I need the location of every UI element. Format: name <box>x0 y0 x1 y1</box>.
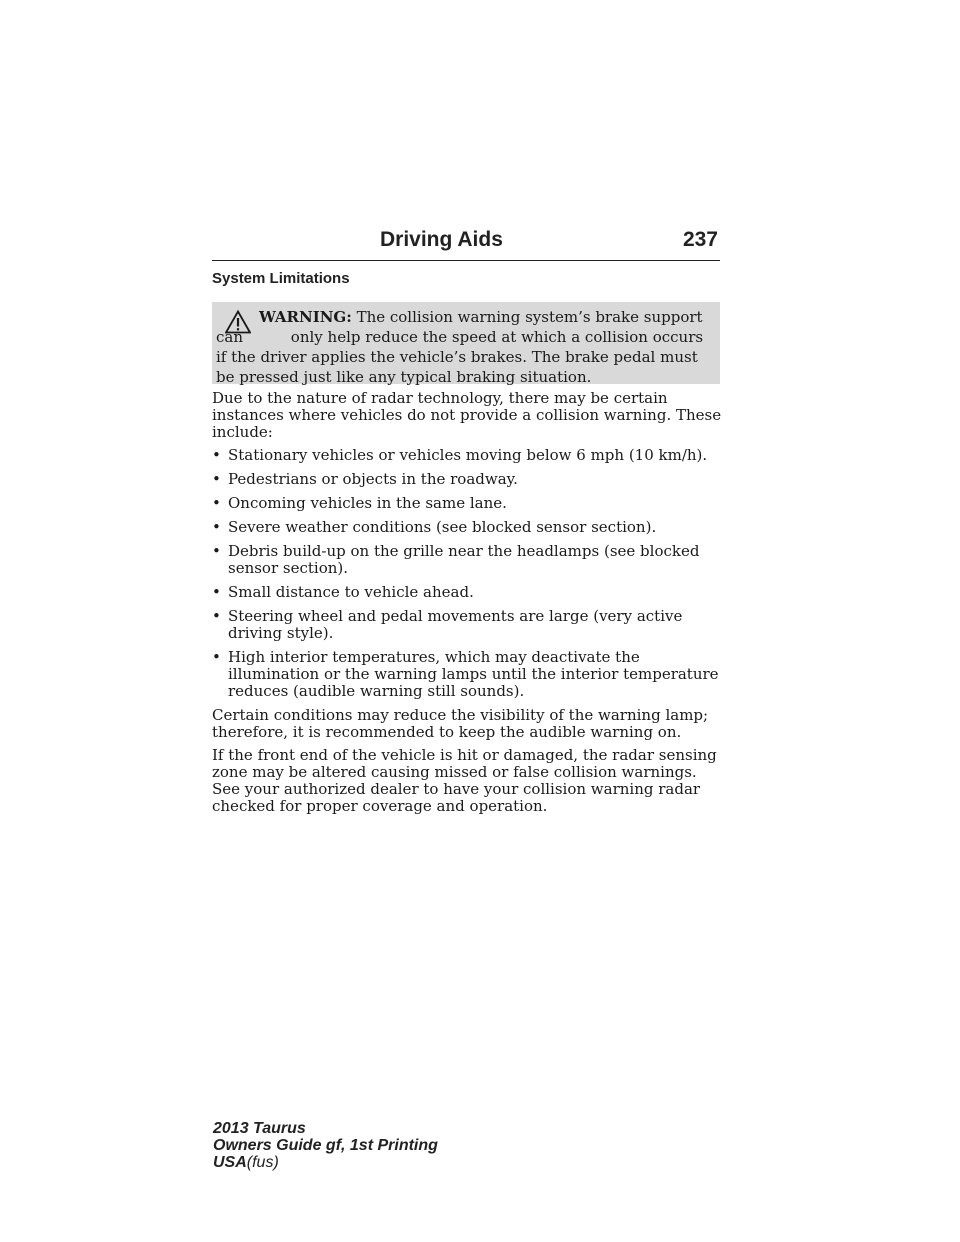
list-item-text: Oncoming vehicles in the same lane. <box>228 494 507 512</box>
footer-guide: Owners Guide gf, 1st Printing <box>213 1137 438 1154</box>
bullet-icon: • <box>212 446 221 464</box>
list-item <box>212 543 724 577</box>
bullet-icon: • <box>212 470 221 488</box>
bullet-icon: • <box>212 648 221 666</box>
list-item-text: Severe weather conditions (see blocked sensor section). <box>228 518 657 536</box>
warning-text-line1: The collision warning system’s brake support can <box>216 308 703 346</box>
footer-model: 2013 Taurus <box>213 1120 306 1137</box>
bullet-icon: • <box>212 607 221 625</box>
bullet-icon: • <box>212 494 221 512</box>
print-footer <box>213 1120 438 1171</box>
body-content <box>212 390 724 821</box>
list-item <box>212 584 724 601</box>
list-item <box>212 519 724 536</box>
footer-region-code: (fus) <box>246 1154 279 1171</box>
section-title: Driving Aids <box>380 228 503 251</box>
visibility-paragraph: Certain conditions may reduce the visibility of the warning lamp; therefore, it is recommended to keep the audible warning on. <box>212 706 709 741</box>
page-number: 237 <box>682 228 718 251</box>
section-heading: System Limitations <box>212 270 350 287</box>
list-item-text: Debris build-up on the grille near the headlamps (see blocked sensor section). <box>228 542 700 577</box>
list-item-text: High interior temperatures, which may deactivate the illumination or the warning lamps until the interior temperature reduces (audible warning still sounds). <box>228 648 719 700</box>
warning-box <box>212 302 720 384</box>
bullet-icon: • <box>212 583 221 601</box>
bullet-icon: • <box>212 542 221 560</box>
list-item-text: Steering wheel and pedal movements are large (very active driving style). <box>228 607 683 642</box>
page-header <box>212 224 720 261</box>
list-item-text: Small distance to vehicle ahead. <box>228 583 474 601</box>
list-item <box>212 495 724 512</box>
list-item <box>212 649 724 700</box>
list-item <box>212 608 724 642</box>
warning-label: WARNING: <box>259 308 352 326</box>
intro-paragraph: Due to the nature of radar technology, there may be certain instances where vehicles do not provide a collision warning. These include: <box>212 389 722 441</box>
damage-paragraph: If the front end of the vehicle is hit or damaged, the radar sensing zone may be altered causing missed or false collision warnings. See your authorized dealer to have your collision warning radar checked for proper coverage and operation. <box>212 746 717 815</box>
warning-text <box>216 307 712 387</box>
bullet-icon: • <box>212 518 221 536</box>
list-item-text: Pedestrians or objects in the roadway. <box>228 470 518 488</box>
list-item <box>212 471 724 488</box>
list-item <box>212 447 724 464</box>
list-item-text: Stationary vehicles or vehicles moving below 6 mph (10 km/h). <box>228 446 708 464</box>
warning-text-rest: only help reduce the speed at which a collision occurs if the driver applies the vehicle’s brakes. The brake pedal must be pressed just like any typical braking situation. <box>216 328 704 386</box>
footer-country: USA <box>213 1154 247 1171</box>
limitations-list <box>212 447 724 700</box>
footer-region <box>213 1154 438 1171</box>
